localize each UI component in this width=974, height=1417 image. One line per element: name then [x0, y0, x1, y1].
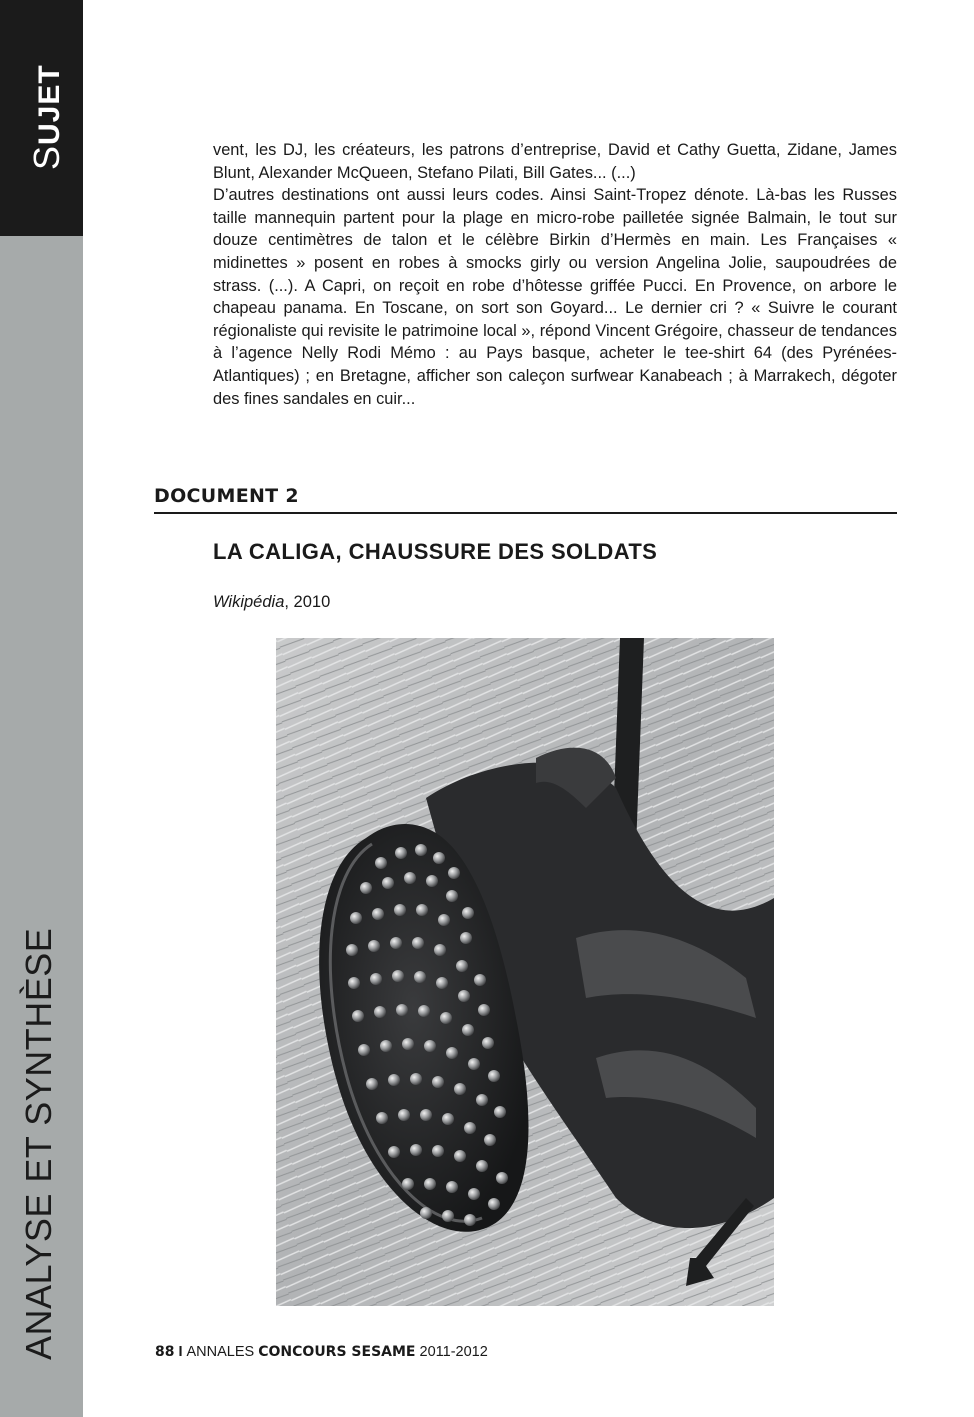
source-name: Wikipédia [213, 593, 285, 611]
document-source [213, 593, 330, 612]
article-body [213, 139, 897, 410]
source-year: , 2010 [284, 593, 331, 611]
document-heading: DOCUMENT 2 [154, 485, 897, 514]
caliga-photo [276, 638, 774, 1306]
caliga-sandal-image [276, 638, 774, 1306]
section-label [26, 64, 68, 170]
page-number: 88 [155, 1344, 175, 1360]
sidebar [0, 0, 83, 1417]
page-footer [155, 1344, 488, 1360]
article-paragraph: D’autres destinations ont aussi leurs codes. Ainsi Saint-Tropez dénote. Là-bas les Russes taille mannequin partent pour la plage en micro-robe pailletée signée Balmain, le tout sur douze centimètres de talon et le célèbre Birkin d’Hermès en main. Les Françaises « midinettes » posent en robes à smocks girly ou version Angelina Jolie, saupoudrées de strass. (...). A Capri, on reçoit en robe d’hôtesse griffée Pucci. En Provence, on arbore le chapeau panama. En Toscane, on sort son Goyard... Le dernier cri ? « Suivre le courant régionaliste qui revisite le patrimoine local », répond Vincent Grégoire, chasseur de tendances à l’agence Nelly Rodi Mémo : au Pays basque, acheter le tee-shirt 64 (des Pyrénées-Atlantiques) ; en Bretagne, afficher son caleçon surfwear Kanabeach ; à Marrakech, dégoter des fines sandales en cuir... [213, 186, 897, 408]
footer-years: 2011-2012 [419, 1344, 488, 1360]
document-title: LA CALIGA, CHAUSSURE DES SOLDATS [213, 539, 658, 564]
footer-separator: I [178, 1344, 183, 1360]
article-paragraph: vent, les DJ, les créateurs, les patrons d’entreprise, David et Cathy Guetta, Zidane, James Blunt, Alexander McQueen, Stefano Pilati, Bill Gates... (...) [213, 141, 897, 182]
vertical-title: ANALYSE ET SYNTHÈSE [18, 927, 59, 1360]
section-label-rest: UJET [33, 64, 66, 145]
section-label-initial: S [26, 144, 67, 170]
footer-brand: CONCOURS SESAME [258, 1344, 416, 1360]
footer-label: ANNALES [186, 1344, 255, 1360]
